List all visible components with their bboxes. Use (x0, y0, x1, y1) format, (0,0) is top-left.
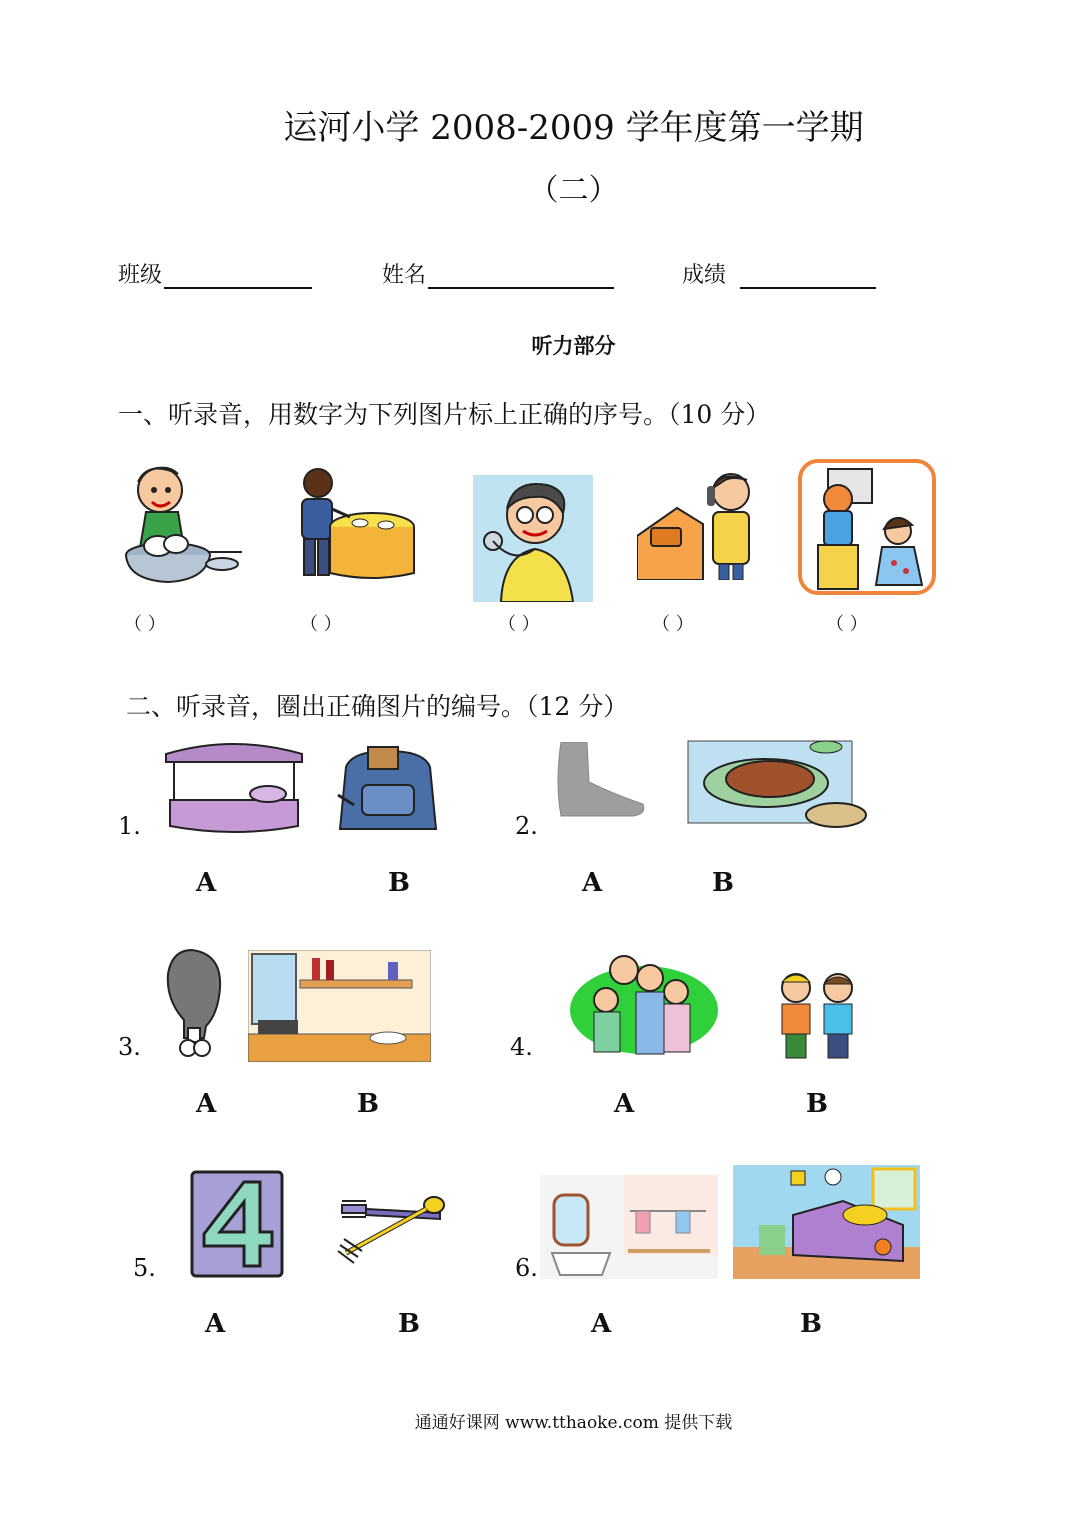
option-a-5[interactable]: A (205, 1309, 226, 1339)
answer-blank-5[interactable]: （ ） (826, 614, 868, 635)
name-label: 姓名 (382, 263, 427, 288)
page-subtitle: （二） (528, 173, 619, 208)
part2-instruction: 二、听录音，圈出正确图片的编号。（12 分） (126, 692, 629, 721)
score-label: 成绩 (682, 263, 727, 288)
name-field (382, 258, 614, 289)
kitchen-icon[interactable] (248, 950, 431, 1062)
question-number-5: 5. (133, 1254, 156, 1282)
boy-washing-dishes-icon (118, 460, 243, 585)
children-cleaning-window-icon (798, 459, 936, 595)
answer-blank-4[interactable]: （ ） (652, 614, 694, 635)
bathroom-icon[interactable] (540, 1175, 718, 1279)
roast-chicken-icon[interactable] (686, 735, 871, 830)
class-label: 班级 (118, 263, 163, 288)
option-b-5[interactable]: B (398, 1309, 420, 1339)
part1-instruction: 一、听录音，用数字为下列图片标上正确的序号。（10 分） (118, 400, 771, 429)
number-four-icon[interactable] (190, 1170, 284, 1278)
option-b-3[interactable]: B (357, 1089, 379, 1119)
bed-icon[interactable] (160, 740, 308, 838)
class-blank[interactable] (164, 261, 312, 289)
boy-setting-table-icon (290, 465, 415, 585)
answer-blank-3[interactable]: （ ） (498, 614, 540, 635)
bedroom-icon[interactable] (733, 1165, 920, 1279)
option-a-2[interactable]: A (582, 868, 603, 898)
option-a-6[interactable]: A (591, 1309, 612, 1339)
question-number-3: 3. (118, 1033, 141, 1061)
answer-blank-1[interactable]: （ ） (124, 614, 166, 635)
schoolbag-icon[interactable] (332, 745, 444, 835)
two-boys-icon[interactable] (774, 968, 860, 1060)
fork-and-spoon-icon[interactable] (336, 1193, 446, 1265)
boy-on-phone-icon (637, 468, 762, 580)
family-icon[interactable] (568, 948, 720, 1058)
section-title: 听力部分 (531, 333, 616, 358)
question-number-4: 4. (510, 1033, 533, 1061)
foot-icon[interactable] (553, 742, 648, 818)
question-number-2: 2. (515, 812, 538, 840)
answer-blank-2[interactable]: （ ） (300, 614, 342, 635)
name-blank[interactable] (428, 261, 614, 289)
class-field (118, 258, 312, 289)
page-title: 运河小学 2008-2009 学年度第一学期 (283, 108, 864, 148)
footer-credit: 通通好课网 www.tthaoke.com 提供下载 (414, 1413, 733, 1433)
option-b-4[interactable]: B (806, 1089, 828, 1119)
score-blank[interactable] (740, 261, 876, 289)
chicken-leg-icon[interactable] (162, 948, 227, 1058)
score-field (682, 258, 876, 289)
doctor-with-stethoscope-icon (473, 475, 593, 602)
option-a-4[interactable]: A (614, 1089, 635, 1119)
question-number-1: 1. (118, 812, 141, 840)
question-number-6: 6. (515, 1254, 538, 1282)
option-b-6[interactable]: B (800, 1309, 822, 1339)
option-a-3[interactable]: A (196, 1089, 217, 1119)
option-b-1[interactable]: B (388, 868, 410, 898)
option-b-2[interactable]: B (712, 868, 734, 898)
option-a-1[interactable]: A (196, 868, 217, 898)
